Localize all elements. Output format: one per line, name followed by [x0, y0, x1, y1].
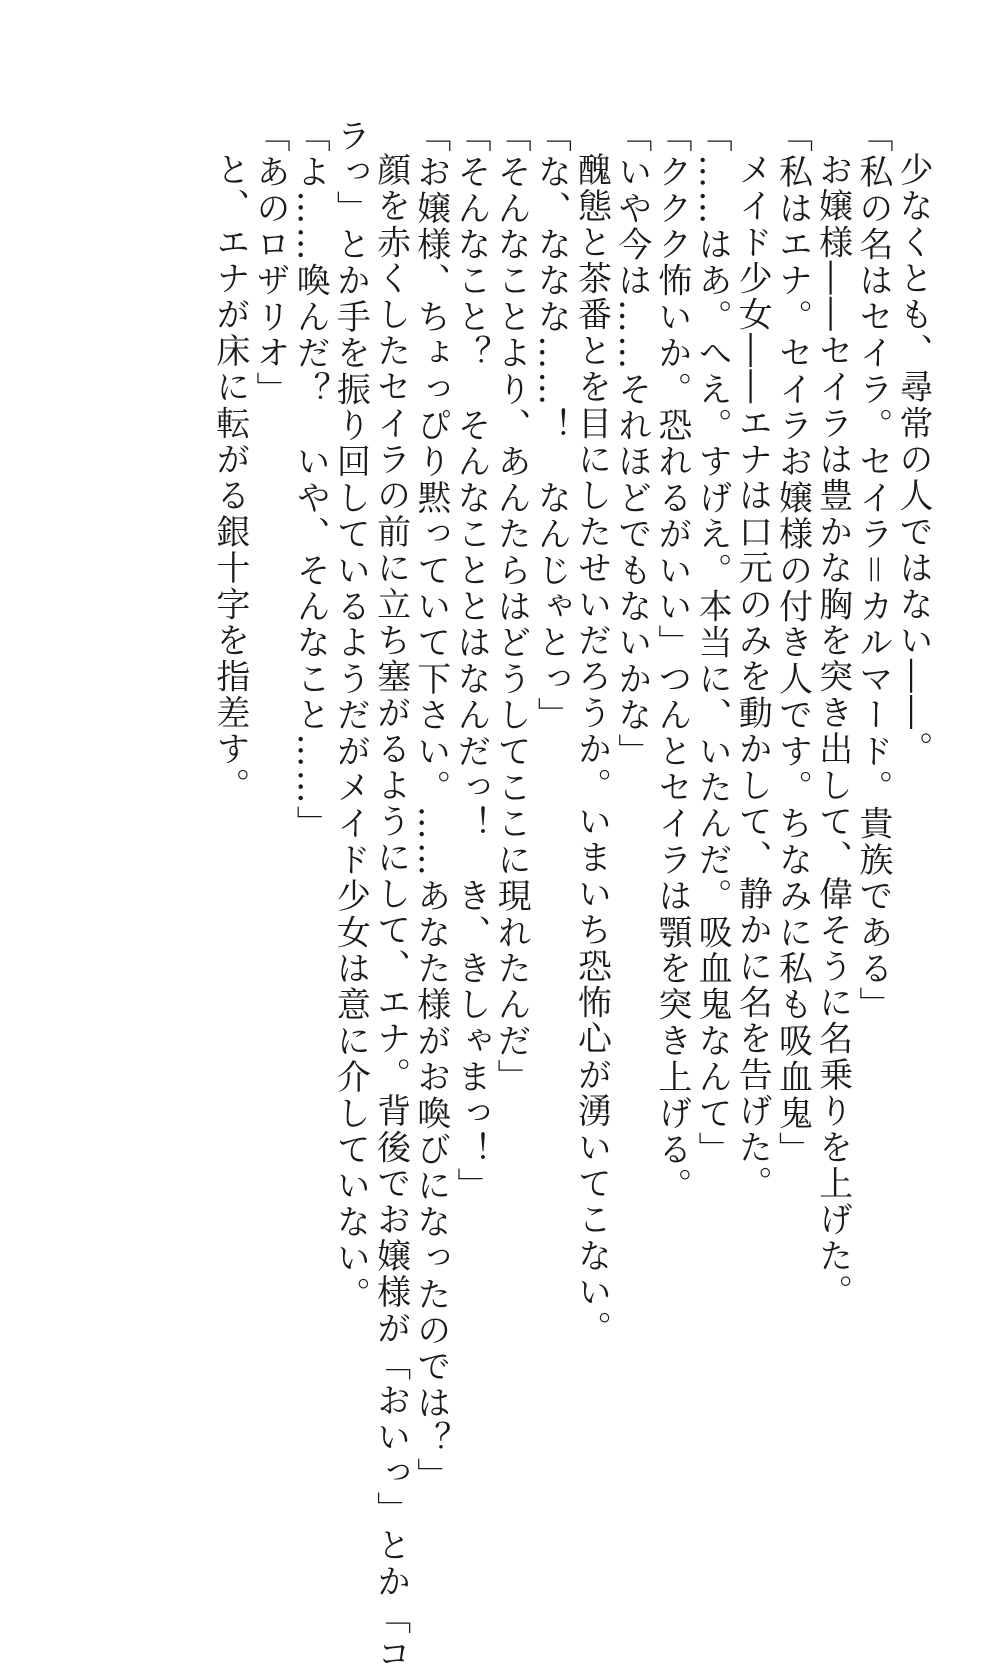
text-column: 「ククク怖いか。恐れるがいい」つんとセイラは顎を突き上げる。	[651, 118, 692, 1204]
text-column: 「お嬢様、ちょっぴり黙っていて下さい。……あなた様がお喚びになったのでは？」	[410, 118, 451, 1494]
text-column: 顔を赤くしたセイラの前に立ち塞がるようにして、エナ。背後でお嬢様が「おいっ」とか「コ	[370, 152, 411, 1672]
text-column: 「そんなこと？ そんなこととはなんだっ！ き、きしゃまっ！」	[450, 118, 491, 1204]
text-column: 「……はあ。へえ。すげえ。本当に、いたんだ。吸血鬼なんて」	[692, 118, 733, 1168]
text-column: 「そんなことより、あんたらはどうしてここに現れたんだ」	[491, 118, 532, 1096]
text-column: お嬢様――セイラは豊かな胸を突き出して、偉そうに名乗りを上げた。	[812, 152, 853, 1311]
text-column: ラっ」とか手を振り回しているようだがメイド少女は意に介していない。	[330, 118, 371, 1313]
text-column: 「あのロザリオ」	[250, 118, 290, 408]
vertical-text-block	[207, 118, 933, 1672]
text-column: 「な、ななな……！ なんじゃとっ」	[531, 118, 572, 734]
text-column: 「私はエナ。セイラお嬢様の付き人です。ちなみに私も吸血鬼」	[772, 118, 813, 1168]
text-column: 少なくとも、尋常の人ではない――。	[893, 152, 933, 768]
text-column: 「私の名はセイラ。セイラ＝カルマード。貴族である」	[852, 118, 893, 1023]
text-column: 「よ……喚んだ？ いや、そんなこと……」	[290, 118, 331, 842]
text-column: 醜態と茶番とを目にしたせいだろうか。いまいち恐怖心が湧いてこない。	[571, 152, 612, 1347]
text-column: と、エナが床に転がる銀十字を指差す。	[209, 152, 250, 804]
text-column: 「いや今は……それほどでもないかな」	[611, 118, 652, 770]
text-column: メイド少女――エナは口元のみを動かして、静かに名を告げた。	[732, 152, 773, 1202]
